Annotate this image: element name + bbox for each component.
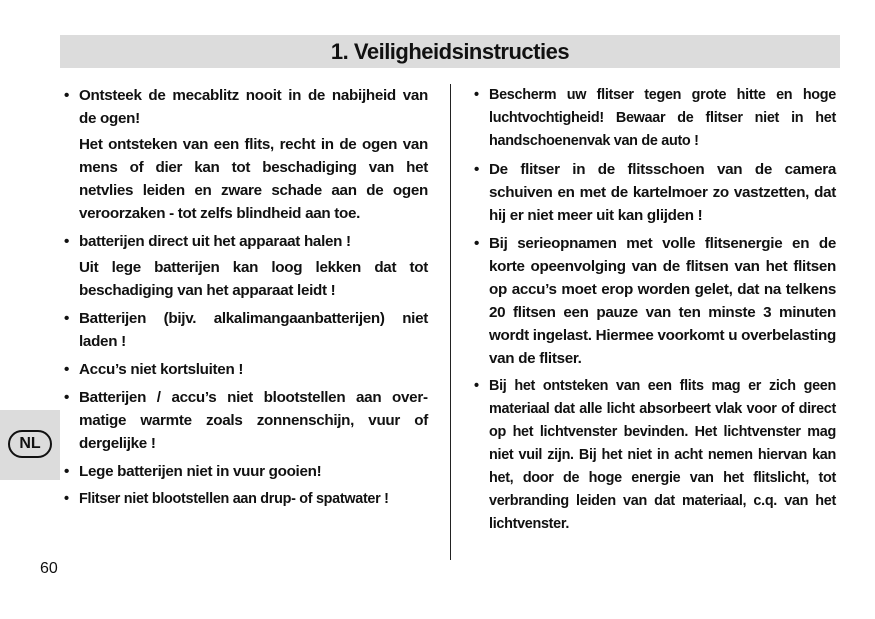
bullet: •: [64, 233, 70, 250]
item-text: batterijen direct uit het apparaat halen !: [79, 233, 351, 250]
bullet: •: [474, 87, 479, 103]
right-column: [474, 84, 836, 541]
item-text: Bescherm uw flitser tegen grote hitte en hoge luchtvochtigheid! Bewaar de flitser niet in het handschoenenvak van de auto !: [489, 87, 836, 149]
item-text: Accu’s niet kortsluiten !: [79, 361, 244, 378]
item-text: Batterijen (bijv. alkalimangaanbatterijen) niet laden !: [79, 310, 428, 350]
item-text: Flitser niet blootstellen aan drup- of spatwater !: [79, 491, 389, 507]
list-item: [64, 307, 428, 353]
list-item: [64, 358, 428, 381]
bullet: •: [64, 463, 70, 480]
left-column: [64, 84, 428, 516]
list-item: [474, 232, 836, 370]
language-tab: [0, 410, 60, 480]
item-text: Batterijen / accu’s niet blootstellen aan overmatige warmte zoals zonnenschijn, vuur of dergelijke !: [79, 389, 428, 452]
list-item: [474, 84, 836, 153]
item-text: De flitser in de flitsschoen van de camera schuiven en met de kartelmoer zo vastzetten, dat hij er niet meer uit kan glijden !: [489, 161, 836, 224]
item-paragraph: Het ontsteken van een flits, recht in de ogen van mens of dier kan tot beschadiging van het netvlies leiden en zware schade aan de ogen veroorzaken - tot zelfs blindheid aan toe.: [79, 136, 428, 222]
item-text: Bij serieopnamen met volle flitsenergie en de korte opeenvolging van de flitsen van het flitsen op accu’s moet erop worden gelet, dat na telkens 20 flitsen een pauze van ten minste 3 minuten wordt ingelast. Hiermee voorkomt u overbelasting van de flitser.: [489, 235, 836, 367]
list-item: [64, 488, 428, 511]
item-text: Bij het ontsteken van een flits mag er zich geen materiaal dat alle licht absorbeert vlak voor of direct op het lichtvenster bevinden. Het lichtvenster mag niet vuil zijn. Bij het niet in acht nemen hiervan kan het, door de hoge energie van het flitslicht, tot verbranding leiden van dat materiaal, c.q. van het lichtvenster.: [489, 378, 836, 532]
bullet: •: [64, 87, 70, 104]
bullet: •: [64, 361, 70, 378]
list-item: [64, 84, 428, 225]
bullet: •: [474, 161, 480, 178]
bullet: •: [64, 491, 69, 507]
list-item: [474, 158, 836, 227]
language-badge: NL: [8, 430, 52, 458]
list-item: [64, 230, 428, 302]
item-text: Ontsteek de mecablitz nooit in de nabijheid van de ogen!: [79, 87, 428, 127]
page-number: 60: [40, 560, 58, 577]
list-item: [64, 460, 428, 483]
bullet: •: [64, 389, 70, 406]
title-bar: [60, 35, 840, 68]
bullet: •: [64, 310, 70, 327]
page-title: 1. Veiligheidsinstructies: [330, 39, 570, 64]
list-item: [474, 375, 836, 536]
bullet: •: [474, 235, 480, 252]
bullet: •: [474, 378, 479, 394]
item-text: Lege batterijen niet in vuur gooien!: [79, 463, 322, 480]
column-divider: [450, 84, 451, 560]
list-item: [64, 386, 428, 455]
item-paragraph: Uit lege batterijen kan loog lekken dat tot beschadiging van het apparaat leidt !: [79, 259, 428, 299]
